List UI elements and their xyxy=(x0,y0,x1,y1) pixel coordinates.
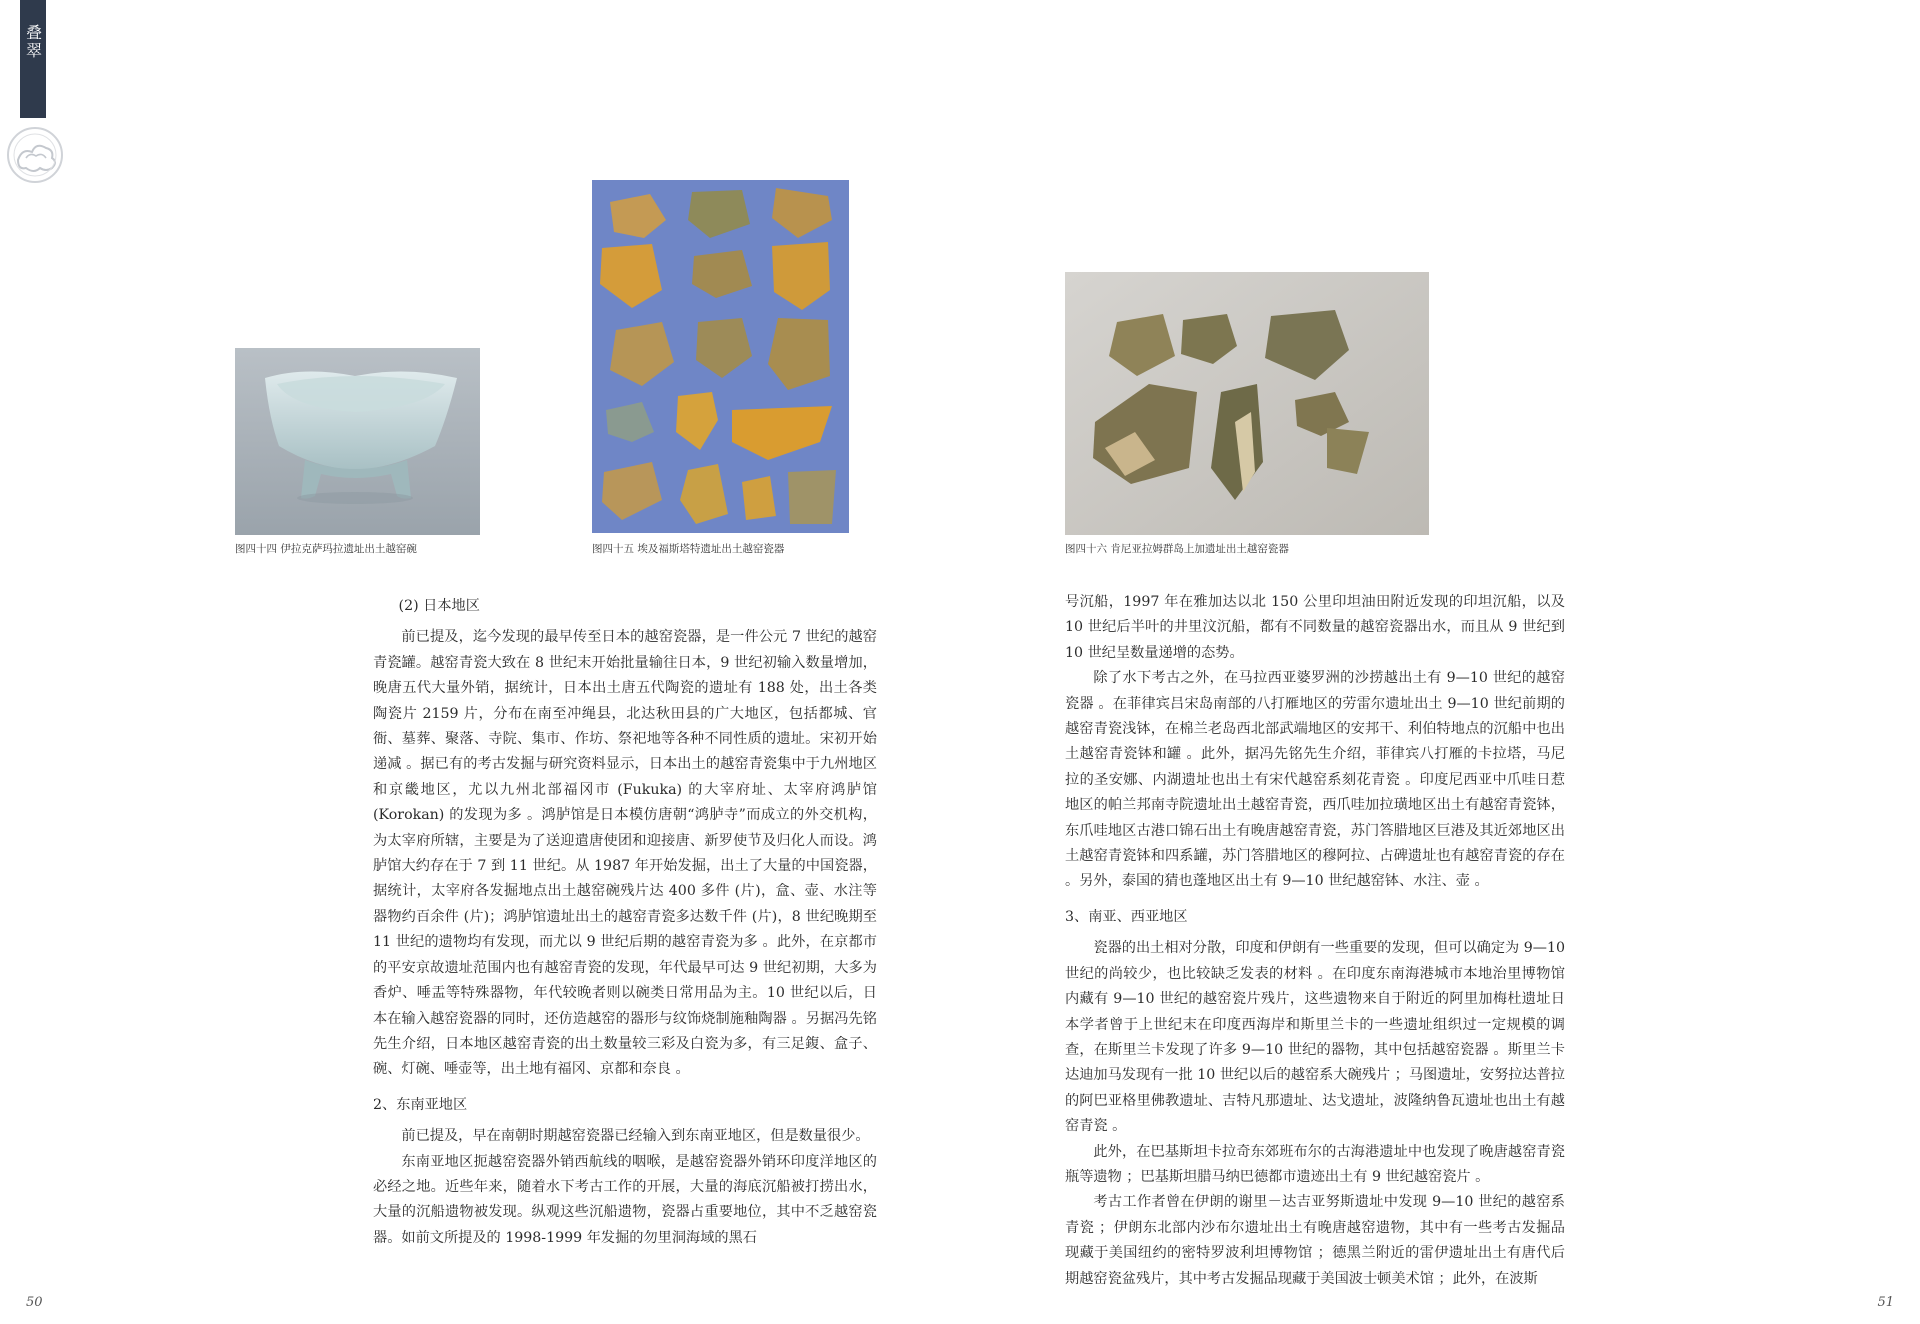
section-heading-south-west-asia: 3、南亚、西亚地区 xyxy=(1065,908,1188,925)
page-number-left: 50 xyxy=(26,1295,43,1310)
paragraph: 东南亚地区扼越窑瓷器外销西航线的咽喉，是越窑瓷器外销环印度洋地区的必经之地。近些年来，随着水下考古工作的开展，大量的海底沉船被打捞出水，大量的沉船遗物被发现。纵观这些沉船遗物，瓷器占重要地位，其中不乏越窑瓷器。如前文所提及的 1998-1999 年发掘的勿里洞海域的黑石 xyxy=(373,1153,877,1246)
section-tab-label: 叠翠 xyxy=(23,24,43,60)
figure-44-photo xyxy=(235,348,480,535)
figure-44-caption: 图四十四 伊拉克萨玛拉遗址出土越窑碗 xyxy=(235,543,417,555)
paragraph-continued: 号沉船，1997 年在雅加达以北 150 公里印坦油田附近发现的印坦沉船，以及 10 世纪后半叶的井里汶沉船，都有不同数量的越窑瓷器出水，而且从 9 世纪到 10 世纪呈数量递增的态势。 xyxy=(1065,594,1565,661)
cloud-emblem-icon xyxy=(4,124,66,186)
right-body-text xyxy=(1065,590,1565,1292)
section-heading-japan: (2) 日本地区 xyxy=(398,598,480,614)
paragraph: 此外，在巴基斯坦卡拉奇东郊班布尔的古海港遗址中也发现了晚唐越窑青瓷瓶等遗物 ；巴基斯坦腊马纳巴德都市遗迹出土有 9 世纪越窑瓷片 。 xyxy=(1065,1143,1565,1185)
figure-46-caption: 图四十六 肯尼亚拉姆群岛上加遗址出土越窑瓷器 xyxy=(1065,543,1289,555)
figure-45-photo xyxy=(592,180,849,533)
section-heading-southeast-asia: 2、东南亚地区 xyxy=(373,1096,468,1113)
left-body-text xyxy=(373,590,877,1251)
paragraph: 前已提及，迄今发现的最早传至日本的越窑瓷器，是一件公元 7 世纪的越窑青瓷罐。越窑青瓷大致在 8 世纪末开始批量输往日本，9 世纪初输入数量增加，晚唐五代大量外销，据统计，日本出土唐五代陶瓷的遗址有 188 处，出土各类陶瓷片 2159 片，分布在南至冲绳县，北达秋田县的广大地区，包括都城、官衙、墓葬、聚落、寺院、集市、作坊、祭祀地等各种不同性质的遗址。宋初开始递减 。据已有的考古发掘与研究资料显示，日本出土的越窑青瓷集中于九州地区和京畿地区，尤以九州北部福冈市 (Fukuka) 的大宰府址、太宰府鸿胪馆 (Korokan) 的发现为多 。鸿胪馆是日本模仿唐朝“鸿胪寺”而成立的外交机构，为太宰府所辖，主要是为了送迎遣唐使团和迎接唐、新罗使节及归化人而设。鸿胪馆大约存在于 7 到 11 世纪。从 1987 年开始发掘，出土了大量的中国瓷器，据统计，太宰府各发掘地点出土越窑碗残片达 400 多件 (片)，盒、壶、水注等器物约百余件 (片)；鸿胪馆遗址出土的越窑青瓷多达数千件 (片)，8 世纪晚期至 11 世纪的遗物均有发现，而尤以 9 世纪后期的越窑青瓷为多 。此外，在京都市的平安京故遗址范围内也有越窑青瓷的发现，年代最早可达 9 世纪初期，大多为香炉、唾盂等特殊器物，年代较晚者则以碗类日常用品为主。10 世纪以后，日本在输入越窑瓷器的同时，还仿造越窑的器形与纹饰烧制施釉陶器 。另据冯先铭先生介绍，日本地区越窑青瓷的出土数量较三彩及白瓷为多，有三足鍑、盒子、碗、灯碗、唾壶等，出土地有福冈、京都和奈良 。 xyxy=(373,629,877,1078)
page-number-right: 51 xyxy=(1877,1295,1894,1310)
paragraph: 除了水下考古之外，在马拉西亚婆罗洲的沙捞越出土有 9—10 世纪的越窑瓷器 。在菲律宾吕宋岛南部的八打雁地区的劳雷尔遗址出土 9—10 世纪前期的越窑青瓷浅钵，在棉兰老岛西北部武端地区的安邦干、利伯特地点的沉船中也出土越窑青瓷钵和罐 。此外，据冯先铭先生介绍，菲律宾八打雁的卡拉塔，马尼拉的圣安娜、内湖遗址也出土有宋代越窑系刻花青瓷 。印度尼西亚中爪哇日惹地区的帕兰邦南寺院遗址出土越窑青瓷，西爪哇加拉璜地区出土有越窑青瓷钵，东爪哇地区古港口锦石出土有晚唐越窑青瓷，苏门答腊地区巨港及其近郊地区出土越窑青瓷钵和四系罐，苏门答腊地区的穆阿拉、占碑遗址也有越窑青瓷的存在 。另外，泰国的猜也蓬地区出土有 9—10 世纪越窑钵、水注、壶 。 xyxy=(1065,670,1565,890)
paragraph: 前已提及，早在南朝时期越窑瓷器已经输入到东南亚地区，但是数量很少。 xyxy=(401,1128,870,1145)
figure-45-caption: 图四十五 埃及福斯塔特遗址出土越窑瓷器 xyxy=(592,543,785,555)
paragraph: 瓷器的出土相对分散，印度和伊朗有一些重要的发现，但可以确定为 9—10 世纪的尚较少，也比较缺乏发表的材料 。在印度东南海港城市本地治里博物馆内藏有 9—10 世纪的越窑瓷片残片，这些遗物来自于附近的阿里加梅杜遗址日本学者曾于上世纪末在印度西海岸和斯里兰卡的一些遗址组织过一定规模的调查，在斯里兰卡发现了许多 9—10 世纪的器物，其中包括越窑瓷器 。斯里兰卡达迪加马发现有一批 10 世纪以后的越窑系大碗残片 ；马图遗址，安努拉达普拉的阿巴亚格里佛教遗址、吉特凡那遗址、达戈遗址，波隆纳鲁瓦遗址也出土有越窑青瓷 。 xyxy=(1065,940,1565,1135)
section-tab xyxy=(20,0,46,118)
right-page xyxy=(960,0,1920,1324)
figure-46-photo xyxy=(1065,272,1429,535)
paragraph: 考古工作者曾在伊朗的谢里－达吉亚努斯遗址中发现 9—10 世纪的越窑系青瓷 ；伊朗东北部内沙布尔遗址出土有晚唐越窑遗物，其中有一些考古发掘品现藏于美国纽约的密特罗波利坦博物馆 ；德黑兰附近的雷伊遗址出土有唐代后期越窑瓷盆残片，其中考古发掘品现藏于美国波士顿美术馆 ；此外，在波斯 xyxy=(1065,1194,1565,1287)
